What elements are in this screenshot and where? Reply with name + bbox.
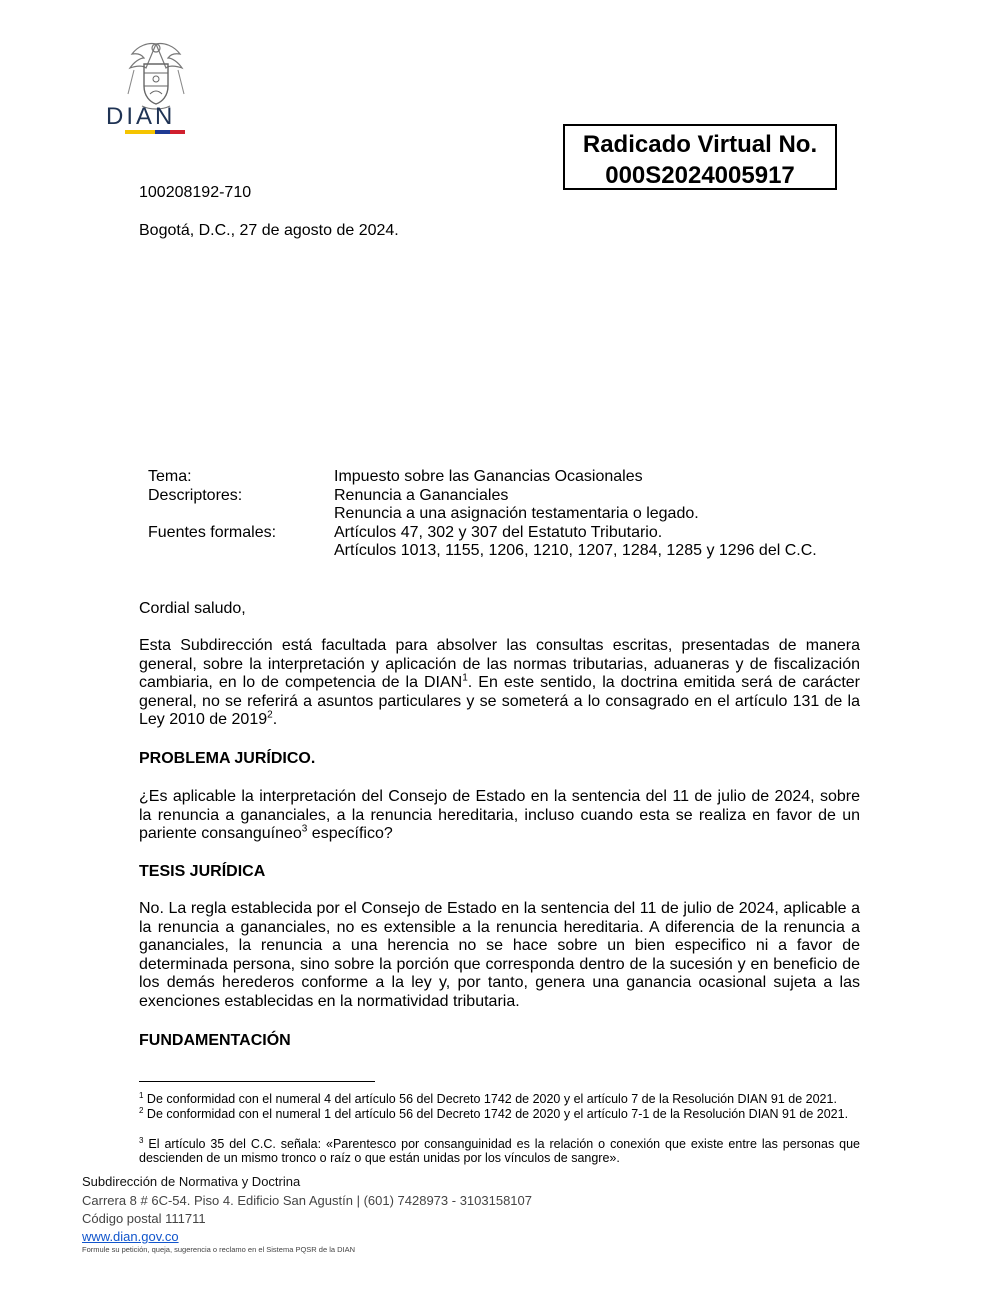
footer-postal: Código postal 111711 <box>82 1211 206 1226</box>
problema-text: específico? <box>307 825 393 842</box>
footnote-ref: 1 <box>462 672 468 684</box>
radicado-box <box>563 124 837 190</box>
metadata-block <box>148 468 868 561</box>
footnote-2 <box>139 1107 860 1121</box>
footnote-number: 2 <box>139 1105 144 1115</box>
tema-value: Impuesto sobre las Ganancias Ocasionales <box>334 468 643 485</box>
radicado-title: Radicado Virtual No. <box>582 131 818 158</box>
footnote-number: 1 <box>139 1090 144 1100</box>
footnote-1 <box>139 1092 860 1106</box>
meta-row-descriptores <box>148 487 868 506</box>
footer-website <box>82 1227 179 1246</box>
footnote-3 <box>139 1137 860 1165</box>
fundamentacion-heading: FUNDAMENTACIÓN <box>139 1032 291 1049</box>
tema-label: Tema: <box>148 468 192 485</box>
descriptores-label: Descriptores: <box>148 486 243 504</box>
document-date: Bogotá, D.C., 27 de agosto de 2024. <box>139 222 399 239</box>
footnote-number: 3 <box>139 1135 144 1145</box>
tesis-paragraph: No. La regla establecida por el Consejo de Estado en la sentencia del 11 de julio de 2024, aplicable a la renuncia a gananciales, no es extensible a la renuncia hereditaria. A diferencia de la renuncia a gananciales, la renuncia a una herencia no se hace sobre un bien especifico ni a favor de determinada persona, sino sobre la porción que corresponda dentro de la sucesión y en beneficio de los demás herederos conforme a la ley y, por tanto, genera una ganancia ocasional sujeta a las exenciones establecidas en la normatividad tributaria. <box>139 900 860 1010</box>
radicado-number: 000S2024005917 <box>605 162 795 189</box>
meta-row-tema <box>148 468 868 487</box>
footnote-ref: 2 <box>267 709 273 721</box>
footer-address: Carrera 8 # 6C-54. Piso 4. Edificio San Agustín | (601) 7428973 - 3103158107 <box>82 1193 532 1208</box>
dian-logo <box>104 36 208 140</box>
meta-row-fuentes <box>148 524 868 543</box>
footer-pqsr: Formule su petición, queja, sugerencia o reclamo en el Sistema PQSR de la DIAN <box>82 1245 356 1254</box>
problema-heading: PROBLEMA JURÍDICO. <box>139 750 316 767</box>
meta-row-descriptores-2 <box>148 505 868 524</box>
fuentes-label: Fuentes formales: <box>148 523 277 541</box>
problema-paragraph <box>139 788 860 844</box>
meta-row-fuentes-2 <box>148 542 868 561</box>
problema-text: ¿Es aplicable la interpretación del Consejo de Estado en la sentencia del 11 de julio de 2024, sobre la renuncia a gananciales, a la renuncia hereditaria, incluso cuando esta se realiza en favor de un pariente consanguíneo <box>139 788 860 842</box>
footer-office: Subdirección de Normativa y Doctrina <box>82 1174 301 1189</box>
footnote-divider <box>139 1081 375 1082</box>
footnote-text: El artículo 35 del C.C. señala: «Parentesco por consanguinidad es la relación o conexión que existe entre las personas que descienden de un mismo tronco o raíz o que están unidas por los vínculos de sangre». <box>139 1137 860 1165</box>
intro-text: Esta Subdirección está facultada para absolver las consultas escritas, presentadas de manera general, sobre la interpretación y aplicación de las normas tributarias, aduaneras y de fiscalización cambiaria, en lo de competencia de la DIAN <box>139 637 860 691</box>
intro-text: . <box>272 711 278 728</box>
coat-of-arms-icon <box>104 36 208 140</box>
tesis-heading: TESIS JURÍDICA <box>139 863 266 880</box>
fuente-value: Artículos 1013, 1155, 1206, 1210, 1207, 1284, 1285 y 1296 del C.C. <box>334 542 817 559</box>
footnote-text: De conformidad con el numeral 1 del artículo 56 del Decreto 1742 de 2020 y el artículo 7-1 de la Resolución DIAN 91 de 2021. <box>143 1107 849 1121</box>
fuente-value: Artículos 47, 302 y 307 del Estatuto Tributario. <box>334 523 663 541</box>
descriptor-value: Renuncia a una asignación testamentaria o legado. <box>334 505 699 522</box>
footnote-text: De conformidad con el numeral 4 del artículo 56 del Decreto 1742 de 2020 y el artículo 7 de la Resolución DIAN 91 de 2021. <box>143 1092 837 1106</box>
website-link[interactable]: www.dian.gov.co <box>82 1229 179 1244</box>
descriptor-value: Renuncia a Gananciales <box>334 486 509 504</box>
brand-wordmark: DIAN <box>106 103 176 130</box>
reference-number: 100208192-710 <box>139 184 252 201</box>
intro-text: . En este sentido, la doctrina emitida será de carácter general, no se referirá a asuntos particulares y se someterá a lo consagrado en el artículo 131 de la Ley 2010 de 2019 <box>139 674 860 728</box>
greeting: Cordial saludo, <box>139 600 246 617</box>
intro-paragraph <box>139 637 860 730</box>
footnote-ref: 3 <box>301 823 308 835</box>
